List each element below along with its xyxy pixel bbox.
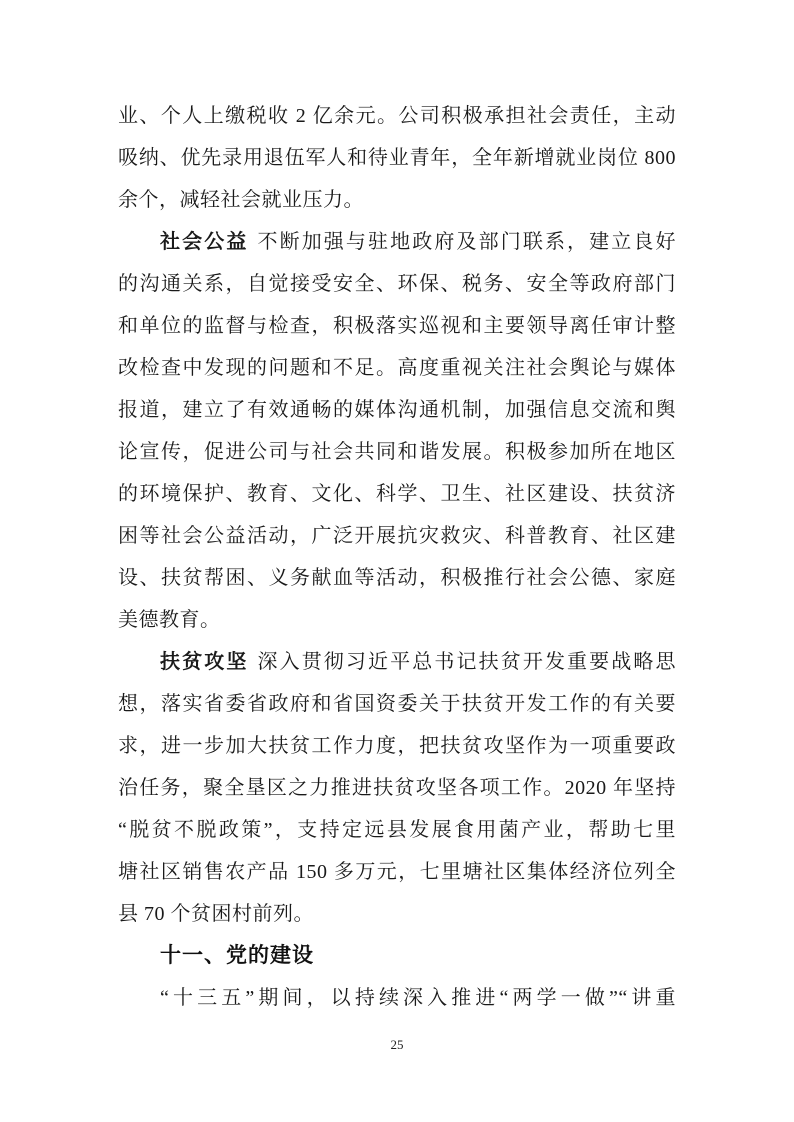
text-line-content: 业、个人上缴税收 2 亿余元。公司积极承担社会责任，主动 bbox=[118, 105, 676, 127]
text-line-content: 县 70 个贫困村前列。 bbox=[118, 903, 314, 925]
paragraph bbox=[118, 221, 676, 641]
text-line-content: 报道，建立了有效通畅的媒体沟通机制，加强信息交流和舆 bbox=[118, 399, 676, 421]
text-line bbox=[118, 725, 676, 767]
text-line bbox=[118, 431, 676, 473]
text-line bbox=[118, 263, 676, 305]
text-line bbox=[118, 977, 676, 1019]
text-line bbox=[118, 893, 676, 935]
text-line-content: 塘社区销售农产品 150 多万元，七里塘社区集体经济位列全 bbox=[118, 861, 676, 883]
text-line bbox=[118, 515, 676, 557]
text-line-content: 改检查中发现的问题和不足。高度重视关注社会舆论与媒体 bbox=[118, 357, 676, 379]
text-line-content: 和单位的监督与检查，积极落实巡视和主要领导离任审计整 bbox=[118, 315, 676, 337]
text-line-content: 的环境保护、教育、文化、科学、卫生、社区建设、扶贫济 bbox=[118, 483, 676, 505]
text-line bbox=[118, 137, 676, 179]
text-line-content: 深入贯彻习近平总书记扶贫开发重要战略思 bbox=[257, 651, 677, 673]
text-line-content: 不断加强与驻地政府及部门联系，建立良好 bbox=[257, 231, 677, 253]
run-in-heading: 社会公益 bbox=[160, 231, 249, 253]
section-heading: 十一、党的建设 bbox=[160, 944, 314, 967]
text-line-content: 治任务，聚全垦区之力推进扶贫攻坚各项工作。2020 年坚持 bbox=[118, 777, 676, 799]
paragraph bbox=[118, 95, 676, 221]
text-line bbox=[118, 557, 676, 599]
text-line bbox=[118, 641, 676, 683]
page-number: 25 bbox=[390, 1037, 404, 1052]
text-line bbox=[118, 95, 676, 137]
text-line bbox=[118, 389, 676, 431]
text-line-content: “十三五”期间，以持续深入推进“两学一做”“讲重 bbox=[160, 987, 676, 1009]
text-line bbox=[118, 473, 676, 515]
text-line bbox=[118, 809, 676, 851]
text-line-content: 困等社会公益活动，广泛开展抗灾救灾、科普教育、社区建 bbox=[118, 525, 676, 547]
text-line bbox=[118, 305, 676, 347]
paragraph bbox=[118, 641, 676, 935]
document-body bbox=[118, 95, 676, 1019]
text-line bbox=[118, 599, 676, 641]
text-line-content: 吸纳、优先录用退伍军人和待业青年，全年新增就业岗位 800 bbox=[118, 147, 676, 169]
text-line bbox=[118, 683, 676, 725]
run-in-heading: 扶贫攻坚 bbox=[160, 651, 249, 673]
text-line-content: 论宣传，促进公司与社会共同和谐发展。积极参加所在地区 bbox=[118, 441, 676, 463]
text-line bbox=[118, 347, 676, 389]
text-line bbox=[118, 179, 676, 221]
text-line-content: 的沟通关系，自觉接受安全、环保、税务、安全等政府部门 bbox=[118, 273, 676, 295]
text-line-content: 余个，减轻社会就业压力。 bbox=[118, 189, 364, 211]
text-line-content: 求，进一步加大扶贫工作力度，把扶贫攻坚作为一项重要政 bbox=[118, 735, 676, 757]
paragraph bbox=[118, 977, 676, 1019]
text-line-content: “脱贫不脱政策”，支持定远县发展食用菌产业，帮助七里 bbox=[118, 819, 676, 841]
text-line bbox=[118, 851, 676, 893]
text-line-content: 想，落实省委省政府和省国资委关于扶贫开发工作的有关要 bbox=[118, 693, 676, 715]
text-line-content: 设、扶贫帮困、义务献血等活动，积极推行社会公德、家庭 bbox=[118, 567, 676, 589]
text-line bbox=[118, 767, 676, 809]
text-line bbox=[118, 221, 676, 263]
page-footer bbox=[0, 1036, 794, 1054]
text-line-content: 美德教育。 bbox=[118, 609, 221, 631]
